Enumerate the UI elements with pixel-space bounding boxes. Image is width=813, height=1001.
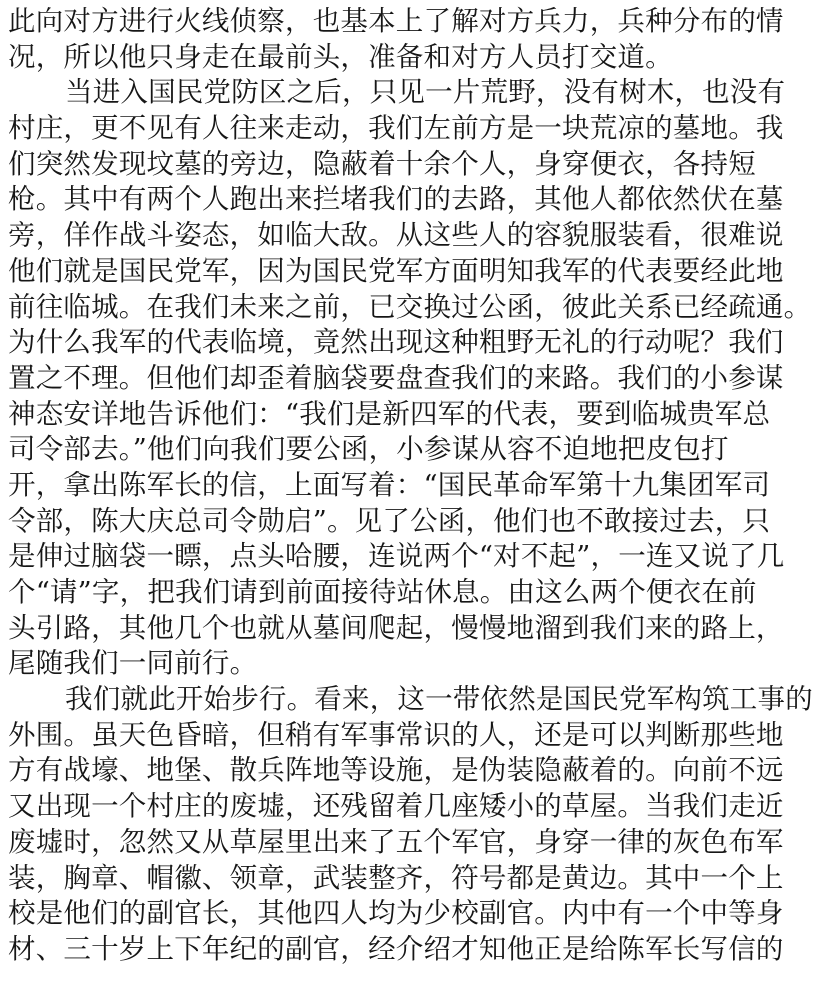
text-line: 头引路，其他几个也就从墓间爬起，慢慢地溜到我们来的路上， <box>8 611 784 644</box>
text-line: 旁，佯作战斗姿态，如临大敌。从这些人的容貌服装看，很难说 <box>8 219 784 252</box>
text-line: 司令部去。”他们向我们要公函，小参谋从容不迫地把皮包打 <box>8 433 729 466</box>
text-line: 方有战壕、地堡、散兵阵地等设施，是伪装隐蔽着的。向前不远 <box>8 754 784 787</box>
text-line: 废墟时，忽然又从草屋里出来了五个军官，身穿一律的灰色布军 <box>8 825 784 858</box>
text-line: 材、三十岁上下年纪的副官，经介绍才知他正是给陈军长写信的 <box>8 932 784 965</box>
text-line: 为什么我军的代表临境，竟然出现这种粗野无礼的行动呢？我们 <box>8 326 784 359</box>
text-line: 置之不理。但他们却歪着脑袋要盘查我们的来路。我们的小参谋 <box>8 361 784 394</box>
text-line: 校是他们的副官长，其他四人均为少校副官。内中有一个中等身 <box>8 897 784 930</box>
text-line: 是伸过脑袋一瞟，点头哈腰，连说两个“对不起”，一连又说了几 <box>8 540 785 573</box>
paragraph-first-line: 我们就此开始步行。看来，这一带依然是国民党军构筑工事的 <box>65 683 813 716</box>
text-line: 神态安详地告诉他们：“我们是新四军的代表，要到临城贵军总 <box>8 397 771 430</box>
text-line: 又出现一个村庄的废墟，还残留着几座矮小的草屋。当我们走近 <box>8 790 784 823</box>
text-line: 村庄，更不见有人往来走动，我们左前方是一块荒凉的墓地。我 <box>8 112 784 145</box>
text-line: 个“请”字，把我们请到前面接待站休息。由这么两个便衣在前 <box>8 576 757 608</box>
text-line: 外围。虽天色昏暗，但稍有军事常识的人，还是可以判断那些地 <box>8 718 784 751</box>
text-line: 况，所以他只身走在最前头，准备和对方人员打交道。 <box>8 40 673 73</box>
text-line: 们突然发现坟墓的旁边，隐蔽着十余个人，身穿便衣，各持短 <box>8 147 756 180</box>
text-line: 枪。其中有两个人跑出来拦堵我们的去路，其他人都依然伏在墓 <box>8 183 784 216</box>
text-line: 开，拿出陈军长的信，上面写着：“国民革命军第十九集团军司 <box>8 468 771 501</box>
text-line: 令部，陈大庆总司令勋启”。见了公函，他们也不敢接过去，只 <box>8 504 771 537</box>
text-line: 装，胸章、帽徽、领章，武装整齐，符号都是黄边。其中一个上 <box>8 861 784 894</box>
text-line: 尾随我们一同前行。 <box>8 647 258 680</box>
text-line: 前往临城。在我们未来之前，已交换过公函，彼此关系已经疏通。 <box>8 290 812 323</box>
paragraph-first-line: 当进入国民党防区之后，只见一片荒野，没有树木，也没有 <box>65 76 786 109</box>
text-line: 他们就是国民党军，因为国民党军方面明知我军的代表要经此地 <box>8 254 784 287</box>
text-line: 此向对方进行火线侦察，也基本上了解对方兵力，兵种分布的情 <box>8 5 784 37</box>
